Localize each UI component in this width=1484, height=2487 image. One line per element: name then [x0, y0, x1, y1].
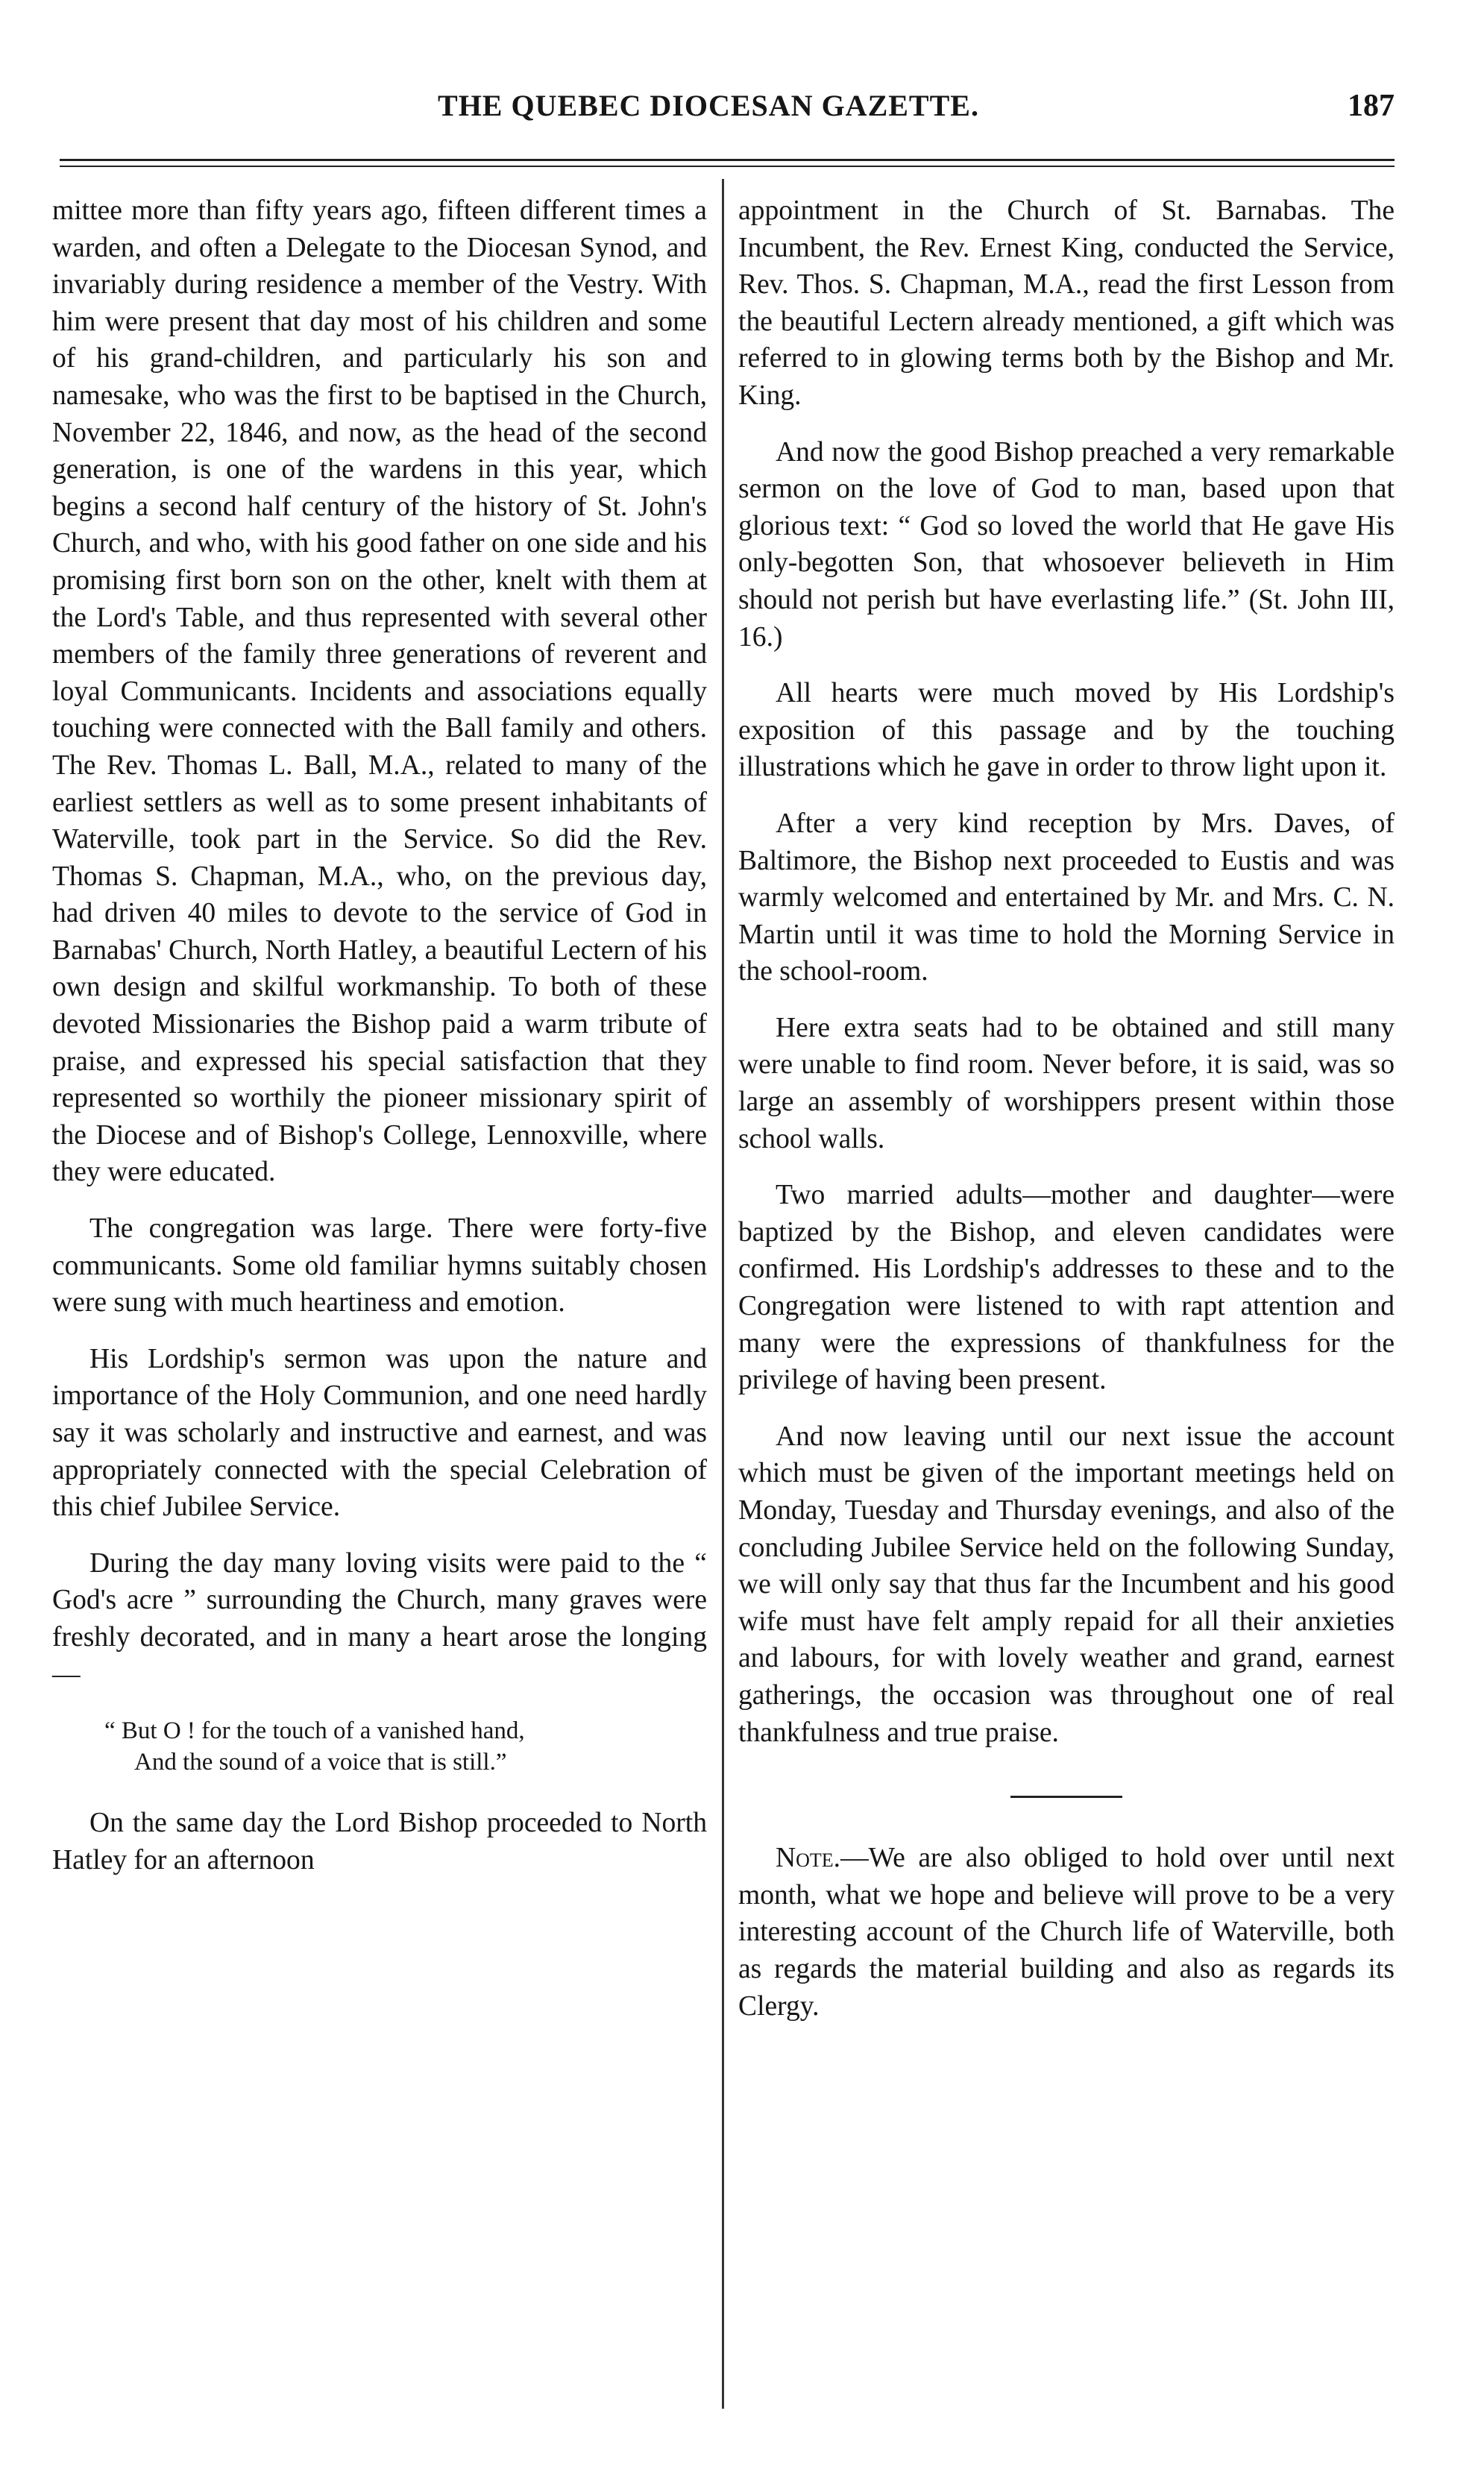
- right-column: [738, 192, 1395, 2044]
- left-column: [52, 192, 707, 1898]
- article-paragraph: All hearts were much moved by His Lordship's exposition of this passage and by the touching illustrations which he gave in order to throw light upon it.: [738, 678, 1395, 783]
- header-rule-thick: [60, 159, 1395, 161]
- article-paragraph: And now the good Bishop preached a very remarkable sermon on the love of God to man, based upon that glorious text: “ God so loved the world that He gave His only-begotten Son, that whosoever believeth in Him should not perish but have everlasting life.” (St. John III, 16.): [738, 436, 1395, 653]
- article-paragraph: And now leaving until our next issue the account which must be given of the important meetings held on Monday, Tuesday and Thursday evenings, and also of the concluding Jubilee Service held on the following Sunday, we will only say that thus far the Incumbent and his good wife must have felt amply repaid for all their anxieties and labours, for with lovely weather and grand, earnest gatherings, the occasion was throughout one of real thankfulness and true praise.: [738, 1421, 1395, 1748]
- article-paragraph: The congregation was large. There were forty-five communicants. Some old familiar hymns suitably chosen were sung with much heartiness and emotion.: [52, 1213, 707, 1318]
- column-divider: [722, 179, 724, 2409]
- verse-line: And the sound of a voice that is still.”: [134, 1749, 507, 1776]
- section-divider: [1010, 1796, 1122, 1798]
- note-text: —We are also obliged to hold over until next month, what we hope and believe will prove to be a very interesting account of the Church life of Waterville, both as regards the material building and also as regards its Clergy.: [738, 1843, 1395, 2022]
- note-label: Note.: [776, 1843, 841, 1874]
- article-paragraph: After a very kind reception by Mrs. Daves, of Baltimore, the Bishop next proceeded to Eustis and was warmly welcomed and entertained by Mr. and Mrs. C. N. Martin until it was time to hold the Morning Service in the school-room.: [738, 808, 1395, 987]
- article-paragraph: During the day many loving visits were paid to the “ God's acre ” surrounding the Church, many graves were freshly decorated, and in many a heart arose the longing—: [52, 1547, 707, 1690]
- article-paragraph: On the same day the Lord Bishop proceeded to North Hatley for an afternoon: [52, 1808, 707, 1876]
- verse-line: “ But O ! for the touch of a vanished hand,: [104, 1717, 525, 1745]
- page-number: 187: [1348, 89, 1395, 123]
- article-paragraph: Two married adults—mother and daughter—were baptized by the Bishop, and eleven candidates were confirmed. His Lordship's addresses to these and to the Congregation were listened to with rapt attention and many were the expressions of thankfulness for the privilege of having been present.: [738, 1180, 1395, 1396]
- gazette-title: THE QUEBEC DIOCESAN GAZETTE.: [438, 89, 979, 122]
- header-rule-thin: [60, 166, 1395, 167]
- editorial-note: [738, 1840, 1395, 2025]
- article-paragraph: appointment in the Church of St. Barnabas. The Incumbent, the Rev. Ernest King, conducted the Service, Rev. Thos. S. Chapman, M.A., read the first Lesson from the beautiful Lectern already mentioned, a gift which was referred to in glowing terms both by the Bishop and Mr. King.: [738, 195, 1395, 411]
- article-paragraph: Here extra seats had to be obtained and still many were unable to find room. Never before, it is said, was so large an assembly of worshippers present within those school walls.: [738, 1012, 1395, 1154]
- verse-quote: [104, 1715, 707, 1778]
- article-paragraph: His Lordship's sermon was upon the nature and importance of the Holy Communion, and one need hardly say it was scholarly and instructive and earnest, and was appropriately connected with the special Celebration of this chief Jubilee Service.: [52, 1343, 707, 1523]
- article-paragraph: mittee more than fifty years ago, fifteen different times a warden, and often a Delegate to the Diocesan Synod, and invariably during residence a member of the Vestry. With him were present that day most of his children and some of his grand-children, and particularly his son and namesake, who was the first to be baptised in the Church, November 22, 1846, and now, as the head of the second generation, is one of the wardens in this year, which begins a second half century of the history of St. John's Church, and who, with his good father on one side and his promising first born son on the other, knelt with them at the Lord's Table, and thus represented with several other members of the family three generations of reverent and loyal Communicants. Incidents and associations equally touching were connected with the Ball family and others. The Rev. Thomas L. Ball, M.A., related to many of the earliest settlers as well as to some present inhabitants of Waterville, took part in the Service. So did the Rev. Thomas S. Chapman, M.A., who, on the previous day, had driven 40 miles to devote to the service of God in Barnabas' Church, North Hatley, a beautiful Lectern of his own design and skilful workmanship. To both of these devoted Missionaries the Bishop paid a warm tribute of praise, and expressed his special satisfaction that they represented so worthily the pioneer missionary spirit of the Diocese and of Bishop's College, Lennoxville, where they were educated.: [52, 195, 707, 1188]
